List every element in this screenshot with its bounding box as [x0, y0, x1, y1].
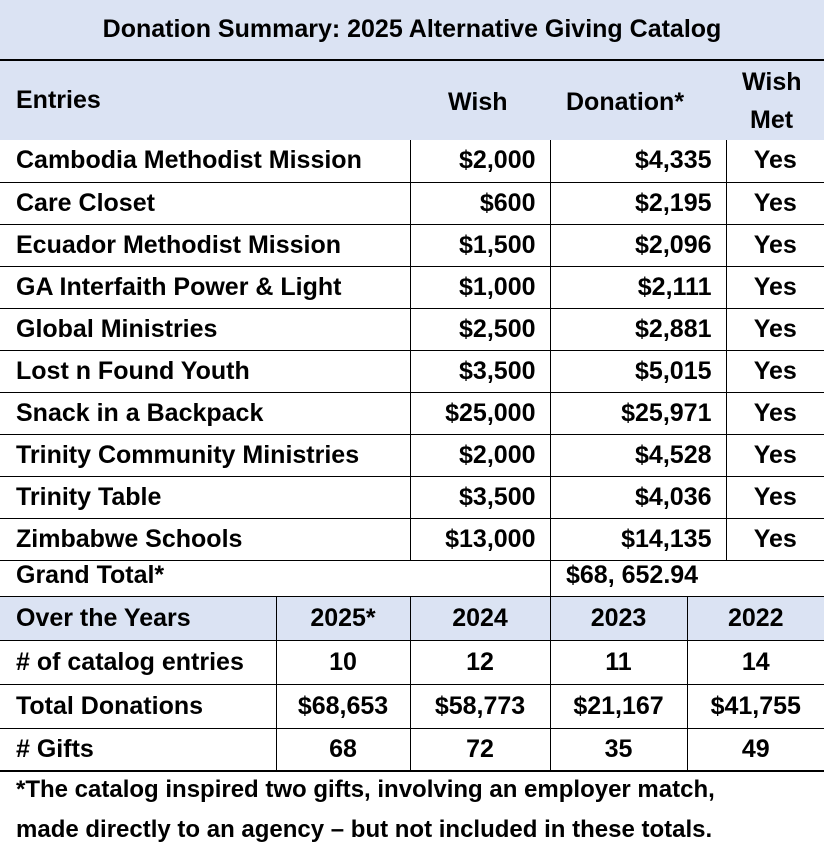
row-value: $21,167	[550, 685, 687, 729]
entry-row	[0, 434, 824, 476]
years-table	[0, 596, 824, 772]
row-value: $68,653	[276, 685, 410, 729]
entry-name: Trinity Table	[0, 476, 410, 518]
total-donations-row	[0, 685, 824, 729]
entry-donation: $4,335	[550, 140, 726, 182]
row-value: 14	[687, 641, 824, 685]
entry-donation: $2,096	[550, 224, 726, 266]
gifts-row	[0, 729, 824, 771]
entry-donation: $2,195	[550, 182, 726, 224]
entry-wish: $13,000	[410, 518, 550, 560]
entry-name: Trinity Community Ministries	[0, 434, 410, 476]
entry-wish: $2,000	[410, 434, 550, 476]
entry-row	[0, 476, 824, 518]
wish-met-header-line2: Met	[750, 106, 794, 134]
wish-met-header-line1: Wish	[742, 68, 802, 96]
entries-column-header: Entries	[16, 86, 101, 114]
entry-name: Cambodia Methodist Mission	[0, 140, 410, 182]
entry-wish-met: Yes	[726, 350, 824, 392]
entry-name: Ecuador Methodist Mission	[0, 224, 410, 266]
year-column-header: 2024	[410, 597, 550, 641]
row-value: $41,755	[687, 685, 824, 729]
title-text: Donation Summary: 2025 Alternative Giving Catalog	[102, 15, 722, 43]
entry-donation: $14,135	[550, 518, 726, 560]
row-value: 12	[410, 641, 550, 685]
entry-wish: $25,000	[410, 392, 550, 434]
page-title	[0, 0, 824, 61]
row-label: Total Donations	[0, 685, 276, 729]
row-label: # Gifts	[0, 729, 276, 771]
row-value: 10	[276, 641, 410, 685]
row-value: 49	[687, 729, 824, 771]
entry-row	[0, 308, 824, 350]
donation-column-header: Donation*	[566, 88, 685, 116]
years-header-row	[0, 597, 824, 641]
entry-donation: $25,971	[550, 392, 726, 434]
year-column-header: 2025*	[276, 597, 410, 641]
entry-row	[0, 224, 824, 266]
entry-wish-met: Yes	[726, 182, 824, 224]
entry-row	[0, 182, 824, 224]
entry-name: Global Ministries	[0, 308, 410, 350]
entry-donation: $2,881	[550, 308, 726, 350]
grand-total-row	[0, 554, 824, 596]
entry-donation: $4,528	[550, 434, 726, 476]
entry-wish: $1,500	[410, 224, 550, 266]
entry-wish: $1,000	[410, 266, 550, 308]
grand-total-divider	[550, 554, 551, 596]
entry-wish-met: Yes	[726, 266, 824, 308]
row-value: 11	[550, 641, 687, 685]
footnote-line: *The catalog inspired two gifts, involving an employer match,	[16, 776, 715, 803]
entry-name: GA Interfaith Power & Light	[0, 266, 410, 308]
grand-total-value: $68, 652.94	[566, 561, 699, 589]
row-value: 35	[550, 729, 687, 771]
entry-wish: $600	[410, 182, 550, 224]
entry-row	[0, 392, 824, 434]
entries-header	[0, 61, 824, 140]
entry-wish-met: Yes	[726, 308, 824, 350]
entry-name: Snack in a Backpack	[0, 392, 410, 434]
entry-wish: $3,500	[410, 350, 550, 392]
row-value: $58,773	[410, 685, 550, 729]
year-column-header: 2023	[550, 597, 687, 641]
entry-wish-met: Yes	[726, 518, 824, 560]
entry-wish-met: Yes	[726, 434, 824, 476]
entry-wish: $2,500	[410, 308, 550, 350]
entry-wish-met: Yes	[726, 140, 824, 182]
entry-name: Zimbabwe Schools	[0, 518, 410, 560]
footnote-line: made directly to an agency – but not included in these totals.	[16, 816, 713, 843]
entry-donation: $5,015	[550, 350, 726, 392]
years-section-label: Over the Years	[0, 597, 276, 641]
entry-name: Lost n Found Youth	[0, 350, 410, 392]
entry-name: Care Closet	[0, 182, 410, 224]
entries-table	[0, 140, 824, 561]
entry-wish-met: Yes	[726, 392, 824, 434]
entry-wish-met: Yes	[726, 224, 824, 266]
entry-row	[0, 140, 824, 182]
catalog-entries-row	[0, 641, 824, 685]
row-value: 68	[276, 729, 410, 771]
wish-column-header: Wish	[448, 88, 508, 116]
entry-row	[0, 266, 824, 308]
entry-wish-met: Yes	[726, 476, 824, 518]
footnote	[16, 770, 816, 850]
grand-total-label: Grand Total*	[16, 561, 165, 589]
entry-donation: $4,036	[550, 476, 726, 518]
entry-wish: $3,500	[410, 476, 550, 518]
year-column-header: 2022	[687, 597, 824, 641]
row-label: # of catalog entries	[0, 641, 276, 685]
row-value: 72	[410, 729, 550, 771]
entry-row	[0, 350, 824, 392]
entry-wish: $2,000	[410, 140, 550, 182]
entry-donation: $2,111	[550, 266, 726, 308]
